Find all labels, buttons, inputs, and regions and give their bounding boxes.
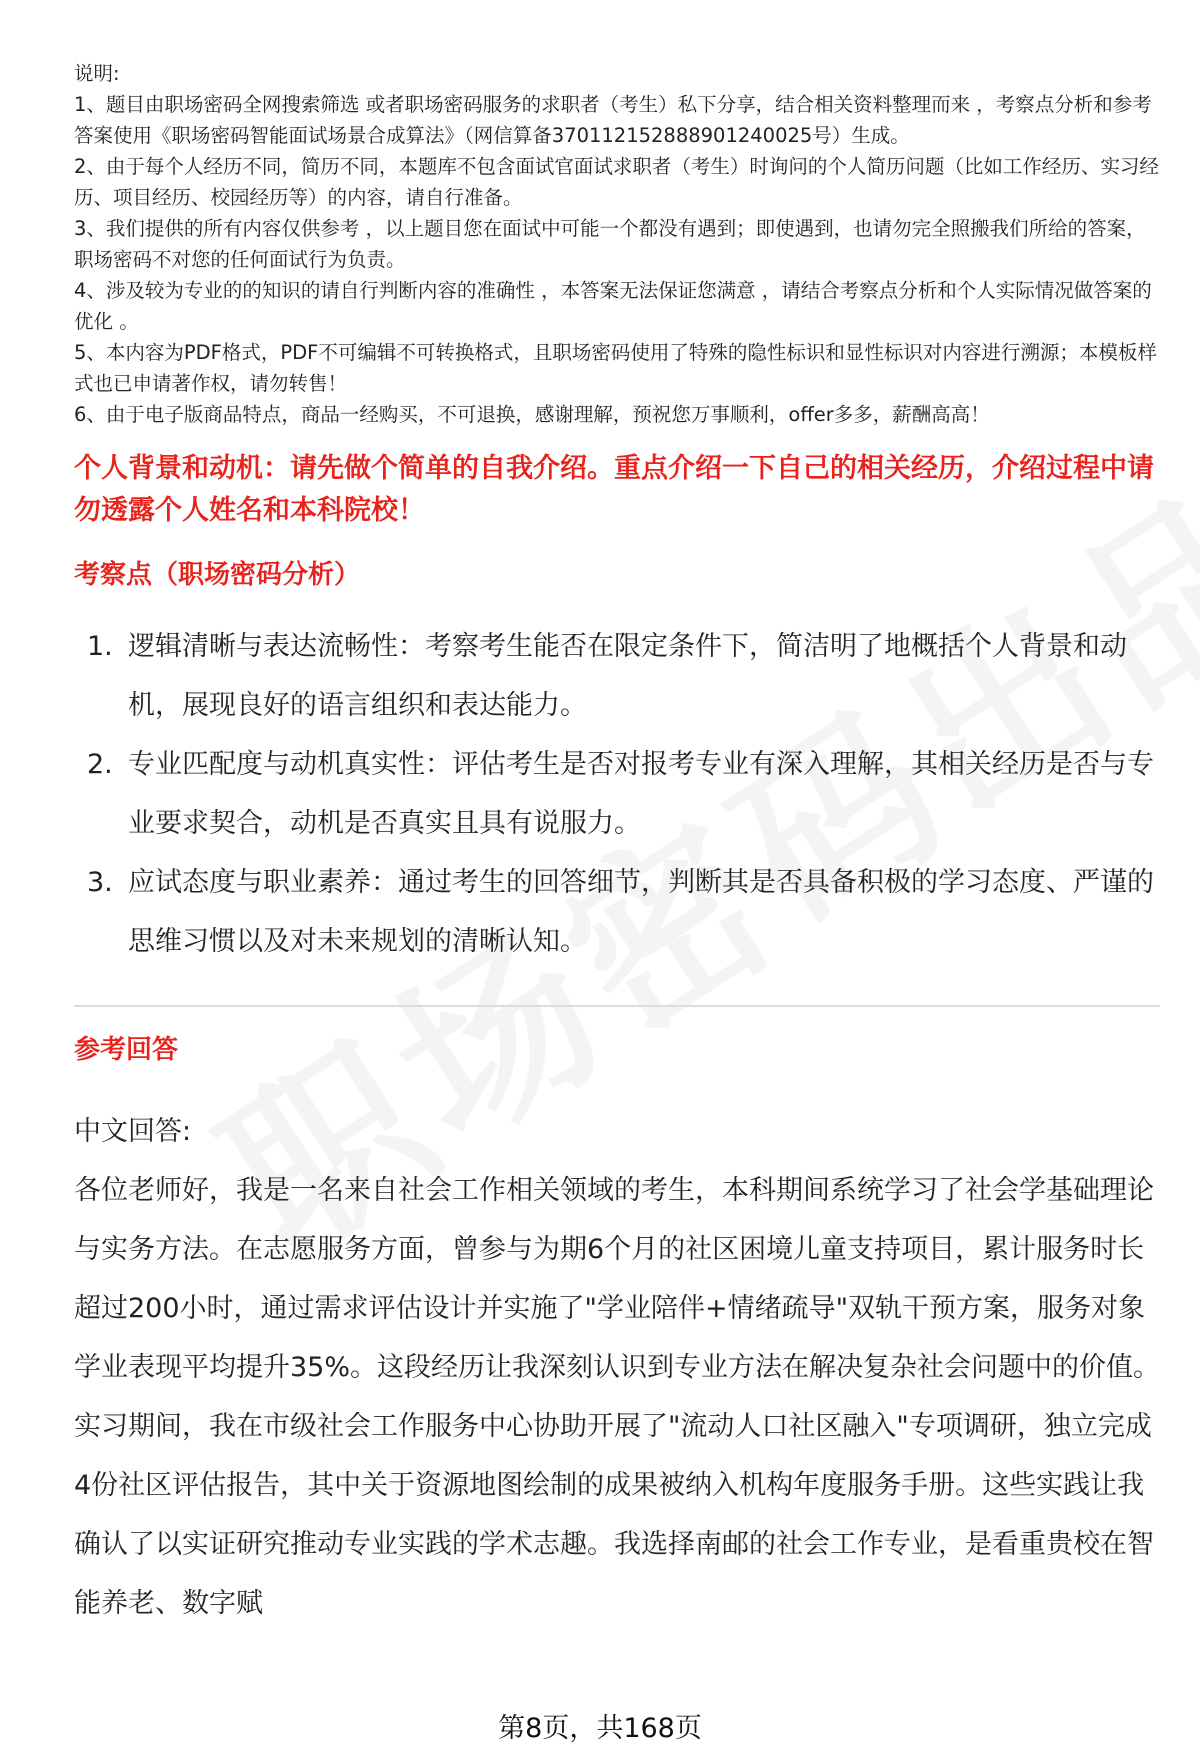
notes-heading: 说明: xyxy=(74,62,120,85)
note-item: 6、由于电子版商品特点，商品一经购买，不可退换，感谢理解，预祝您万事顺利，offer多多，薪酬高高！ xyxy=(74,403,990,426)
disclaimer-notes xyxy=(74,58,1160,430)
point-number: 3. xyxy=(87,867,113,898)
reference-title: 参考回答 xyxy=(74,1035,179,1065)
note-item: 3、我们提供的所有内容仅供参考 ，以上题目您在面试中可能一个都没有遇到；即使遇到，也请勿完全照搬我们所给的答案，职场密码不对您的任何面试行为负责。 xyxy=(74,217,1146,271)
point-number: 2. xyxy=(87,749,113,780)
analysis-title: 考察点（职场密码分析） xyxy=(74,560,361,590)
analysis-points xyxy=(74,617,1160,971)
section-divider xyxy=(74,1005,1160,1007)
analysis-point xyxy=(74,617,1160,735)
reference-answer: 各位老师好，我是一名来自社会工作相关领域的考生，本科期间系统学习了社会学基础理论与实务方法。在志愿服务方面，曾参与为期6个月的社区困境儿童支持项目，累计服务时长超过200小时，通过需求评估设计并实施了"学业陪伴+情绪疏导"双轨干预方案，服务对象学业表现平均提升35%。这段经历让我深刻认识到专业方法在解决复杂社会问题中的价值。实习期间，我在市级社会工作服务中心协助开展了"流动人口社区融入"专项调研，独立完成4份社区评估报告，其中关于资源地图绘制的成果被纳入机构年度服务手册。这些实践让我确认了以实证研究推动专业实践的学术志趣。我选择南邮的社会工作专业，是看重贵校在智能养老、数字赋 xyxy=(74,1175,1161,1619)
point-text: 应试态度与职业素养：通过考生的回答细节，判断其是否具备积极的学习态度、严谨的思维习惯以及对未来规划的清晰认知。 xyxy=(128,867,1154,957)
point-text: 专业匹配度与动机真实性：评估考生是否对报考专业有深入理解，其相关经历是否与专业要求契合，动机是否真实且具有说服力。 xyxy=(128,749,1154,839)
analysis-point xyxy=(74,735,1160,853)
analysis-point xyxy=(74,853,1160,971)
interview-question: 个人背景和动机：请先做个简单的自我介绍。重点介绍一下自己的相关经历，介绍过程中请勿透露个人姓名和本科院校！ xyxy=(74,453,1154,526)
note-item: 4、涉及较为专业的的知识的请自行判断内容的准确性 ，本答案无法保证您满意 ，请结合考察点分析和个人实际情况做答案的优化 。 xyxy=(74,279,1152,333)
note-item: 2、由于每个人经历不同，简历不同，本题库不包含面试官面试求职者（考生）时询问的个人简历问题（比如工作经历、实习经历、项目经历、校园经历等）的内容，请自行准备。 xyxy=(74,155,1159,209)
point-number: 1. xyxy=(87,631,113,662)
page-number: 第8页，共168页 xyxy=(498,1713,702,1744)
note-item: 1、题目由职场密码全网搜索筛选 或者职场密码服务的求职者（考生）私下分享，结合相关资料整理而来 ，考察点分析和参考答案使用《职场密码智能面试场景合成算法》（网信算备370112152888901240025号）生成。 xyxy=(74,93,1152,147)
note-item: 5、本内容为PDF格式，PDF不可编辑不可转换格式，且职场密码使用了特殊的隐性标识和显性标识对内容进行溯源；本模板样式也已申请著作权，请勿转售！ xyxy=(74,341,1157,395)
point-text: 逻辑清晰与表达流畅性：考察考生能否在限定条件下，简洁明了地概括个人背景和动机，展现良好的语言组织和表达能力。 xyxy=(128,631,1127,721)
chinese-answer-label: 中文回答: xyxy=(74,1116,192,1147)
document-page xyxy=(74,58,1160,1633)
